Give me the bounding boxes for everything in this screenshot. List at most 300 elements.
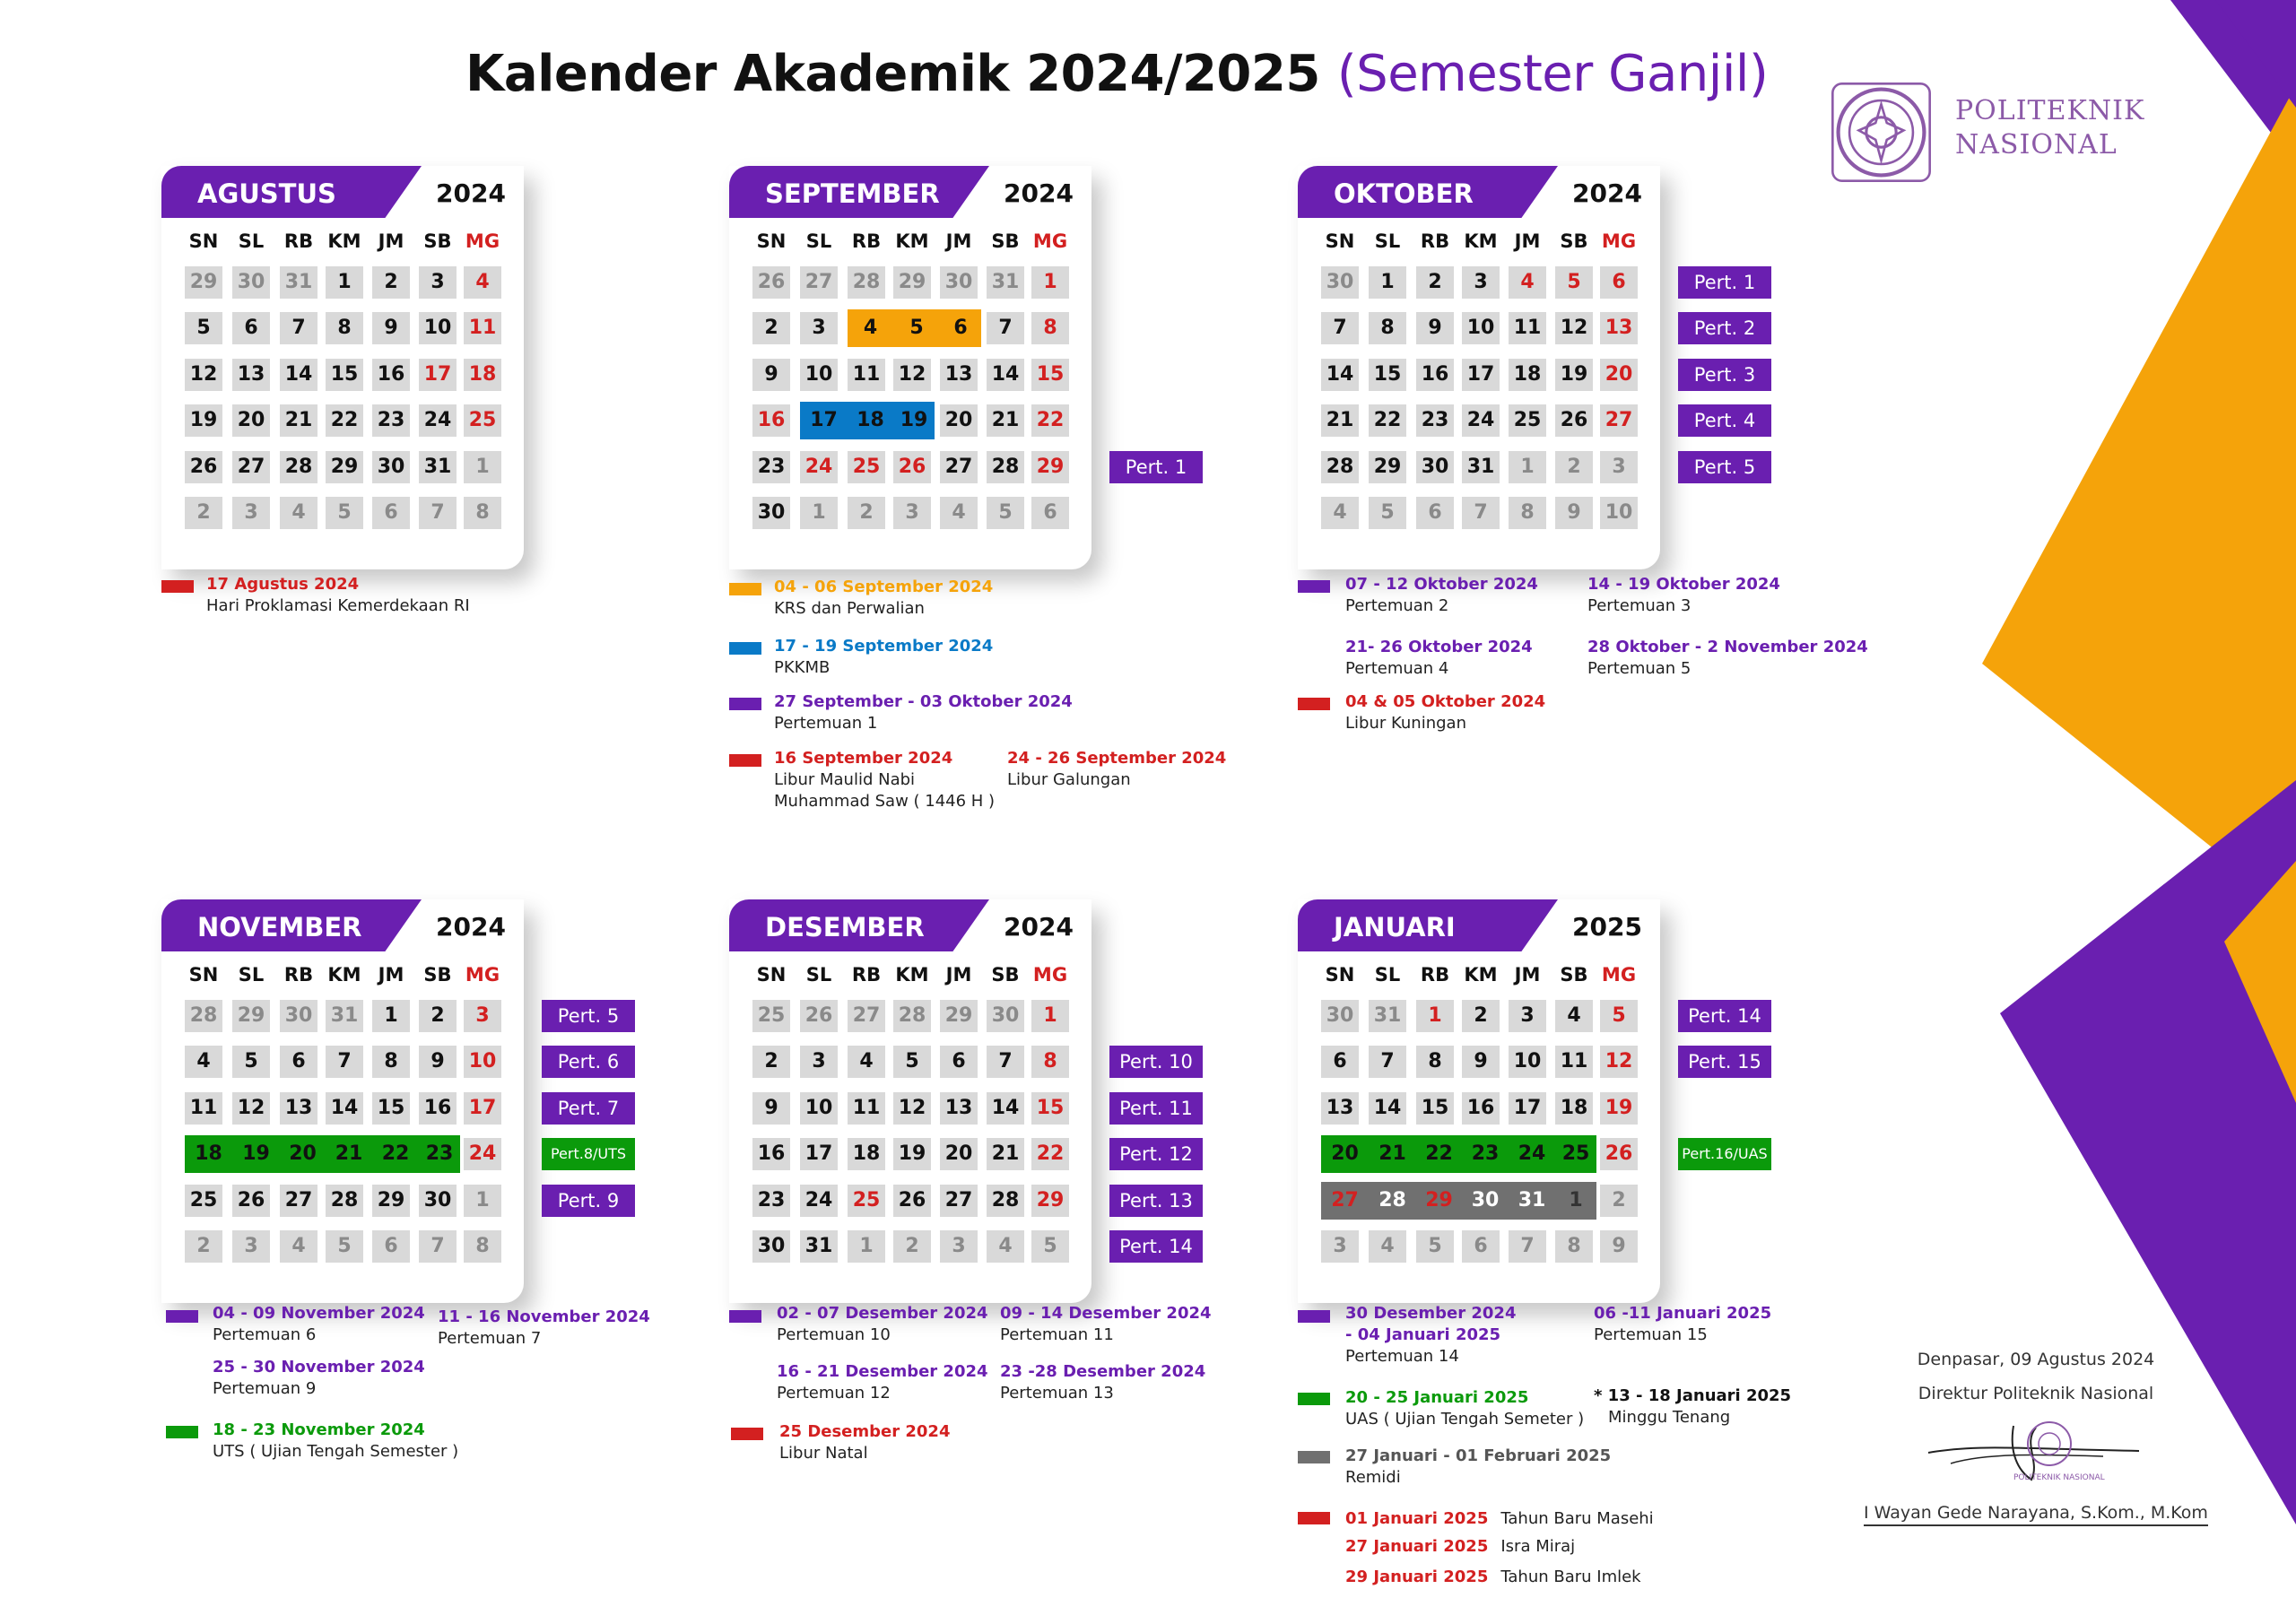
weekday-header: JM xyxy=(1514,964,1541,986)
day-cell: 7 xyxy=(1509,1230,1546,1263)
day-cell: 1 xyxy=(800,497,838,529)
legend-desc: Pertemuan 1 xyxy=(774,714,878,733)
day-cell: 3 xyxy=(419,266,457,299)
legend-desc: Pertemuan 6 xyxy=(213,1325,317,1344)
legend-date: 04 - 09 November 2024 xyxy=(213,1304,425,1323)
day-cell: 15 xyxy=(1031,1092,1069,1125)
legend-item xyxy=(1345,574,1538,617)
meeting-label: Pert. 2 xyxy=(1678,312,1771,344)
day-cell: 19 xyxy=(893,402,935,439)
legend-item xyxy=(774,748,995,812)
legend-item xyxy=(1594,1385,1791,1429)
day-cell: 17 xyxy=(800,1138,838,1170)
day-cell: 28 xyxy=(987,451,1024,483)
day-cell: 13 xyxy=(280,1092,317,1125)
legend-date: 17 Agustus 2024 xyxy=(206,575,360,594)
legend-desc: Pertemuan 9 xyxy=(213,1379,317,1398)
day-cell: 12 xyxy=(893,1092,931,1125)
day-cell: 27 xyxy=(232,451,270,483)
day-cell: 18 xyxy=(464,359,501,391)
meeting-label: Pert. 1 xyxy=(1678,266,1771,299)
day-cell: 5 xyxy=(893,1046,931,1078)
day-cell: 18 xyxy=(848,402,893,439)
legend-item xyxy=(438,1307,650,1350)
day-cell: 8 xyxy=(464,497,501,529)
legend-swatch-pertemuan xyxy=(729,698,761,710)
signature-stamp-icon xyxy=(1924,1417,2148,1489)
day-cell: 28 xyxy=(848,266,885,299)
legend-desc: Minggu Tenang xyxy=(1608,1408,1731,1427)
month-calendar-oktober xyxy=(1298,166,1756,569)
stamp-text: POLITEKNIK NASIONAL xyxy=(2013,1473,2105,1482)
day-cell: 10 xyxy=(1600,497,1638,529)
weekday-header: JM xyxy=(378,964,404,986)
weekday-header: KM xyxy=(1464,230,1498,252)
legend-swatch-pertemuan xyxy=(166,1310,198,1323)
day-cell: 11 xyxy=(1509,312,1546,344)
signature-block xyxy=(1857,1350,2215,1418)
legend-item xyxy=(774,691,1073,734)
day-cell: 4 xyxy=(185,1046,222,1078)
day-cell: 30 xyxy=(752,497,790,529)
day-cell: 9 xyxy=(1462,1046,1500,1078)
legend-date: 20 - 25 Januari 2025 xyxy=(1345,1388,1529,1407)
legend-date: 23 -28 Desember 2024 xyxy=(1000,1362,1206,1381)
day-cell: 20 xyxy=(940,1138,978,1170)
legend-desc: Pertemuan 7 xyxy=(438,1329,542,1348)
legend-desc: Tahun Baru Imlek xyxy=(1500,1568,1641,1586)
meeting-label: Pert. 5 xyxy=(1678,451,1771,483)
day-cell: 28 xyxy=(280,451,317,483)
legend-swatch-holiday xyxy=(161,580,194,593)
month-calendar-agustus xyxy=(161,166,583,569)
weekday-header: JM xyxy=(945,230,972,252)
weekday-header: SN xyxy=(756,230,787,252)
meeting-label: Pert. 14 xyxy=(1678,1000,1771,1032)
day-cell: 22 xyxy=(1416,1135,1462,1173)
day-cell: 23 xyxy=(372,404,410,437)
legend-date: 14 - 19 Oktober 2024 xyxy=(1587,575,1780,594)
meeting-label: Pert. 14 xyxy=(1109,1230,1203,1263)
day-cell: 29 xyxy=(1031,1185,1069,1217)
day-cell: 17 xyxy=(419,359,457,391)
legend-date: 30 Desember 2024 xyxy=(1345,1304,1517,1323)
legend-item xyxy=(1594,1303,1771,1346)
day-cell: 18 xyxy=(848,1138,885,1170)
day-cell: 6 xyxy=(1031,497,1069,529)
day-cell: 5 xyxy=(1369,497,1406,529)
day-cell: 21 xyxy=(1321,404,1359,437)
day-cell: 15 xyxy=(372,1092,410,1125)
weekday-header: MG xyxy=(1032,964,1068,986)
day-cell: 14 xyxy=(1321,359,1359,391)
day-cell: 4 xyxy=(464,266,501,299)
day-cell: 25 xyxy=(464,404,501,437)
day-cell: 16 xyxy=(1416,359,1454,391)
legend-desc: KRS dan Perwalian xyxy=(774,599,925,618)
day-cell: 6 xyxy=(1462,1230,1500,1263)
day-cell: 2 xyxy=(185,497,222,529)
day-cell: 30 xyxy=(1321,1000,1359,1032)
legend-date: 28 Oktober - 2 November 2024 xyxy=(1587,638,1868,656)
day-cell: 5 xyxy=(1031,1230,1069,1263)
meeting-label: Pert. 9 xyxy=(542,1185,635,1217)
month-calendar-januari xyxy=(1298,899,1768,1303)
legend-desc: Isra Miraj xyxy=(1500,1537,1576,1556)
legend-date: 29 Januari 2025 xyxy=(1345,1568,1489,1586)
weekday-header: MG xyxy=(465,230,500,252)
day-cell: 3 xyxy=(232,1230,270,1263)
day-cell: 21 xyxy=(326,1135,372,1173)
day-cell: 30 xyxy=(1416,451,1454,483)
legend-swatch-pertemuan xyxy=(1298,580,1330,593)
legend-date: 16 - 21 Desember 2024 xyxy=(777,1362,988,1381)
day-cell: 13 xyxy=(232,359,270,391)
day-cell: 1 xyxy=(1509,451,1546,483)
day-cell: 5 xyxy=(185,312,222,344)
day-cell: 8 xyxy=(464,1230,501,1263)
day-cell: 3 xyxy=(893,497,931,529)
day-cell: 30 xyxy=(232,266,270,299)
day-cell: 1 xyxy=(464,1185,501,1217)
legend-desc: Pertemuan 5 xyxy=(1587,659,1692,678)
weekday-header: SL xyxy=(238,230,265,252)
legend-swatch-holiday xyxy=(1298,698,1330,710)
weekday-header: RB xyxy=(283,964,314,986)
day-cell: 5 xyxy=(893,309,940,347)
day-cell: 26 xyxy=(893,1185,931,1217)
day-cell: 10 xyxy=(800,359,838,391)
day-cell: 31 xyxy=(419,451,457,483)
day-cell: 9 xyxy=(752,1092,790,1125)
day-cell: 3 xyxy=(1321,1230,1359,1263)
legend-desc: Pertemuan 11 xyxy=(1000,1325,1114,1344)
legend-item xyxy=(777,1361,988,1404)
legend-swatch-pertemuan xyxy=(729,1310,761,1323)
day-cell: 6 xyxy=(372,1230,410,1263)
legend-date: * 13 - 18 Januari 2025 xyxy=(1594,1386,1792,1405)
legend-date: 01 Januari 2025 xyxy=(1345,1509,1489,1528)
day-cell: 3 xyxy=(940,1230,978,1263)
legend-desc: Pertemuan 10 xyxy=(777,1325,891,1344)
day-cell: 2 xyxy=(372,266,410,299)
legend-date: 09 - 14 Desember 2024 xyxy=(1000,1304,1212,1323)
day-cell: 1 xyxy=(848,1230,885,1263)
day-cell: 14 xyxy=(326,1092,363,1125)
day-cell: 4 xyxy=(280,497,317,529)
day-cell: 13 xyxy=(1600,312,1638,344)
day-cell: 28 xyxy=(326,1185,363,1217)
day-cell: 31 xyxy=(1462,451,1500,483)
day-cell: 2 xyxy=(848,497,885,529)
legend-desc: PKKMB xyxy=(774,658,831,677)
day-cell: 29 xyxy=(232,1000,270,1032)
weekday-header: KM xyxy=(327,964,361,986)
legend-desc: Hari Proklamasi Kemerdekaan RI xyxy=(206,596,470,615)
legend-date: 16 September 2024 xyxy=(774,749,953,768)
day-cell: 16 xyxy=(372,359,410,391)
month-name: OKTOBER xyxy=(1334,178,1474,209)
weekday-header: SB xyxy=(991,230,1020,252)
day-cell: 2 xyxy=(752,1046,790,1078)
day-cell: 4 xyxy=(1509,266,1546,299)
day-cell: 5 xyxy=(326,1230,363,1263)
day-cell: 1 xyxy=(1555,1182,1596,1220)
day-cell: 3 xyxy=(232,497,270,529)
day-cell: 6 xyxy=(232,312,270,344)
weekday-header: JM xyxy=(945,964,972,986)
day-cell: 10 xyxy=(419,312,457,344)
meeting-label: Pert. 5 xyxy=(542,1000,635,1032)
day-cell: 26 xyxy=(185,451,222,483)
day-cell: 25 xyxy=(752,1000,790,1032)
day-cell: 14 xyxy=(987,1092,1024,1125)
meeting-label: Pert. 11 xyxy=(1109,1092,1203,1125)
legend-desc: Libur Maulid Nabi xyxy=(774,770,916,789)
day-cell: 17 xyxy=(1509,1092,1546,1125)
day-cell: 9 xyxy=(1416,312,1454,344)
day-cell: 11 xyxy=(848,1092,885,1125)
day-cell: 1 xyxy=(326,266,363,299)
month-year: 2024 xyxy=(1004,912,1074,942)
day-cell: 10 xyxy=(800,1092,838,1125)
day-cell: 12 xyxy=(893,359,931,391)
day-cell: 15 xyxy=(326,359,363,391)
legend-item xyxy=(1345,1303,1516,1368)
legend-date: 11 - 16 November 2024 xyxy=(438,1307,650,1326)
day-cell: 6 xyxy=(280,1046,317,1078)
day-cell: 9 xyxy=(372,312,410,344)
day-cell: 8 xyxy=(372,1046,410,1078)
day-cell: 31 xyxy=(800,1230,838,1263)
legend-item xyxy=(213,1420,458,1463)
meeting-label: Pert. 12 xyxy=(1109,1138,1203,1170)
day-cell: 29 xyxy=(185,266,222,299)
meeting-label: Pert. 1 xyxy=(1109,451,1203,483)
day-cell: 29 xyxy=(372,1185,410,1217)
day-cell: 12 xyxy=(1555,312,1593,344)
day-cell: 19 xyxy=(1555,359,1593,391)
month-name: SEPTEMBER xyxy=(765,178,940,209)
weekday-header: RB xyxy=(283,230,314,252)
day-cell: 4 xyxy=(940,497,978,529)
day-cell: 8 xyxy=(1369,312,1406,344)
day-cell: 16 xyxy=(752,1138,790,1170)
day-cell: 11 xyxy=(848,359,885,391)
legend-desc: UTS ( Ujian Tengah Semester ) xyxy=(213,1442,459,1461)
day-cell: 1 xyxy=(1031,1000,1069,1032)
day-cell: 1 xyxy=(464,451,501,483)
day-cell: 8 xyxy=(326,312,363,344)
legend-desc: Libur Natal xyxy=(779,1444,868,1463)
legend-date: 17 - 19 September 2024 xyxy=(774,637,994,656)
day-cell: 5 xyxy=(1416,1230,1454,1263)
day-cell: 12 xyxy=(1600,1046,1638,1078)
day-cell: 8 xyxy=(1031,1046,1069,1078)
day-cell: 27 xyxy=(940,451,978,483)
meeting-label: Pert. 10 xyxy=(1109,1046,1203,1078)
politeknik-emblem-icon xyxy=(1825,76,1937,188)
title-subtitle: (Semester Ganjil) xyxy=(1336,45,1769,103)
day-cell: 14 xyxy=(1369,1092,1406,1125)
logo-line-2: NASIONAL xyxy=(1955,129,2118,161)
day-cell: 21 xyxy=(280,404,317,437)
day-cell: 21 xyxy=(1369,1135,1416,1173)
day-cell: 2 xyxy=(752,312,790,344)
day-cell: 16 xyxy=(752,404,790,437)
day-cell: 9 xyxy=(419,1046,457,1078)
signature-position: Direktur Politeknik Nasional xyxy=(1918,1384,2154,1403)
legend-item xyxy=(1345,1446,1611,1489)
legend-item xyxy=(779,1421,950,1464)
weekday-header: SL xyxy=(805,230,832,252)
legend-date: 25 Desember 2024 xyxy=(779,1422,951,1441)
day-cell: 19 xyxy=(893,1138,931,1170)
legend-desc: Pertemuan 13 xyxy=(1000,1384,1114,1403)
legend-item xyxy=(1345,1387,1584,1430)
legend-item xyxy=(1587,574,1780,617)
day-cell: 27 xyxy=(848,1000,885,1032)
day-cell: 4 xyxy=(848,309,893,347)
day-cell: 27 xyxy=(1600,404,1638,437)
weekday-header: SN xyxy=(1325,230,1355,252)
legend-date: 24 - 26 September 2024 xyxy=(1007,749,1227,768)
day-cell: 24 xyxy=(800,451,838,483)
day-cell: 4 xyxy=(1321,497,1359,529)
legend-item xyxy=(1345,1508,1654,1530)
day-cell: 29 xyxy=(940,1000,978,1032)
legend-desc: Libur Galungan xyxy=(1007,770,1131,789)
day-cell: 8 xyxy=(1416,1046,1454,1078)
day-cell: 3 xyxy=(1509,1000,1546,1032)
legend-date: 04 & 05 Oktober 2024 xyxy=(1345,692,1546,711)
legend-swatch-uas xyxy=(1298,1393,1330,1405)
day-cell: 21 xyxy=(987,1138,1024,1170)
weekday-header: RB xyxy=(851,964,882,986)
day-cell: 11 xyxy=(1555,1046,1593,1078)
day-cell: 7 xyxy=(1321,312,1359,344)
day-cell: 30 xyxy=(1462,1182,1509,1220)
meeting-label: Pert. 15 xyxy=(1678,1046,1771,1078)
day-cell: 3 xyxy=(800,312,838,344)
day-cell: 3 xyxy=(1462,266,1500,299)
legend-date: 27 Januari 2025 xyxy=(1345,1537,1489,1556)
day-cell: 6 xyxy=(940,1046,978,1078)
legend-swatch-holiday xyxy=(731,1428,763,1440)
legend-item xyxy=(213,1357,425,1400)
day-cell: 24 xyxy=(464,1138,501,1170)
day-cell: 30 xyxy=(987,1000,1024,1032)
day-cell: 7 xyxy=(987,1046,1024,1078)
day-cell: 20 xyxy=(1321,1135,1369,1173)
month-name: DESEMBER xyxy=(765,912,925,942)
day-cell: 14 xyxy=(987,359,1024,391)
day-cell: 18 xyxy=(185,1135,232,1173)
day-cell: 11 xyxy=(464,312,501,344)
weekday-header: SB xyxy=(991,964,1020,986)
legend-swatch-pkkmb xyxy=(729,642,761,655)
month-calendar-desember xyxy=(729,899,1193,1303)
legend-date: 04 - 06 September 2024 xyxy=(774,578,994,596)
day-cell: 28 xyxy=(987,1185,1024,1217)
meeting-label: Pert. 3 xyxy=(1678,359,1771,391)
title-main: Kalender Akademik 2024/2025 xyxy=(465,45,1320,103)
day-cell: 20 xyxy=(280,1135,326,1173)
day-cell: 2 xyxy=(893,1230,931,1263)
day-cell: 5 xyxy=(326,497,363,529)
day-cell: 23 xyxy=(1416,404,1454,437)
legend-date: 27 Januari - 01 Februari 2025 xyxy=(1345,1446,1612,1465)
legend-item xyxy=(1345,691,1545,734)
day-cell: 31 xyxy=(987,266,1024,299)
legend-item xyxy=(774,577,993,620)
day-cell: 6 xyxy=(372,497,410,529)
meeting-label: Pert. 13 xyxy=(1109,1185,1203,1217)
day-cell: 31 xyxy=(1509,1182,1555,1220)
day-cell: 30 xyxy=(419,1185,457,1217)
day-cell: 2 xyxy=(185,1230,222,1263)
day-cell: 26 xyxy=(1555,404,1593,437)
day-cell: 10 xyxy=(464,1046,501,1078)
day-cell: 17 xyxy=(464,1092,501,1125)
day-cell: 2 xyxy=(1462,1000,1500,1032)
day-cell: 6 xyxy=(1321,1046,1359,1078)
legend-date: 25 - 30 November 2024 xyxy=(213,1358,425,1376)
day-cell: 4 xyxy=(280,1230,317,1263)
legend-date: 07 - 12 Oktober 2024 xyxy=(1345,575,1538,594)
legend-desc: Pertemuan 4 xyxy=(1345,659,1449,678)
legend-desc: Pertemuan 12 xyxy=(777,1384,891,1403)
day-cell: 6 xyxy=(940,309,981,347)
legend-item xyxy=(213,1303,425,1346)
month-year: 2024 xyxy=(436,178,506,208)
weekday-header: KM xyxy=(327,230,361,252)
weekday-header: RB xyxy=(1420,964,1450,986)
day-cell: 9 xyxy=(1600,1230,1638,1263)
meeting-label: Pert. 7 xyxy=(542,1092,635,1125)
weekday-header: SL xyxy=(238,964,265,986)
legend-item xyxy=(777,1303,988,1346)
day-cell: 7 xyxy=(419,1230,457,1263)
legend-desc: Pertemuan 15 xyxy=(1594,1325,1708,1344)
day-cell: 28 xyxy=(893,1000,931,1032)
day-cell: 30 xyxy=(752,1230,790,1263)
day-cell: 4 xyxy=(848,1046,885,1078)
legend-desc: Libur Kuningan xyxy=(1345,714,1466,733)
meeting-label: Pert.16/UAS xyxy=(1678,1138,1771,1170)
legend-item xyxy=(1000,1303,1212,1346)
day-cell: 22 xyxy=(1369,404,1406,437)
day-cell: 27 xyxy=(800,266,838,299)
day-cell: 3 xyxy=(464,1000,501,1032)
day-cell: 8 xyxy=(1509,497,1546,529)
day-cell: 15 xyxy=(1031,359,1069,391)
page-title xyxy=(465,45,1768,103)
day-cell: 15 xyxy=(1416,1092,1454,1125)
weekday-header: SB xyxy=(1560,964,1588,986)
day-cell: 23 xyxy=(752,451,790,483)
day-cell: 6 xyxy=(1416,497,1454,529)
legend-item xyxy=(1587,637,1868,680)
day-cell: 30 xyxy=(940,266,978,299)
month-year: 2024 xyxy=(436,912,506,942)
day-cell: 29 xyxy=(326,451,363,483)
legend-item xyxy=(1000,1361,1205,1404)
day-cell: 19 xyxy=(232,1135,280,1173)
day-cell: 26 xyxy=(800,1000,838,1032)
day-cell: 5 xyxy=(1600,1000,1638,1032)
day-cell: 5 xyxy=(232,1046,270,1078)
